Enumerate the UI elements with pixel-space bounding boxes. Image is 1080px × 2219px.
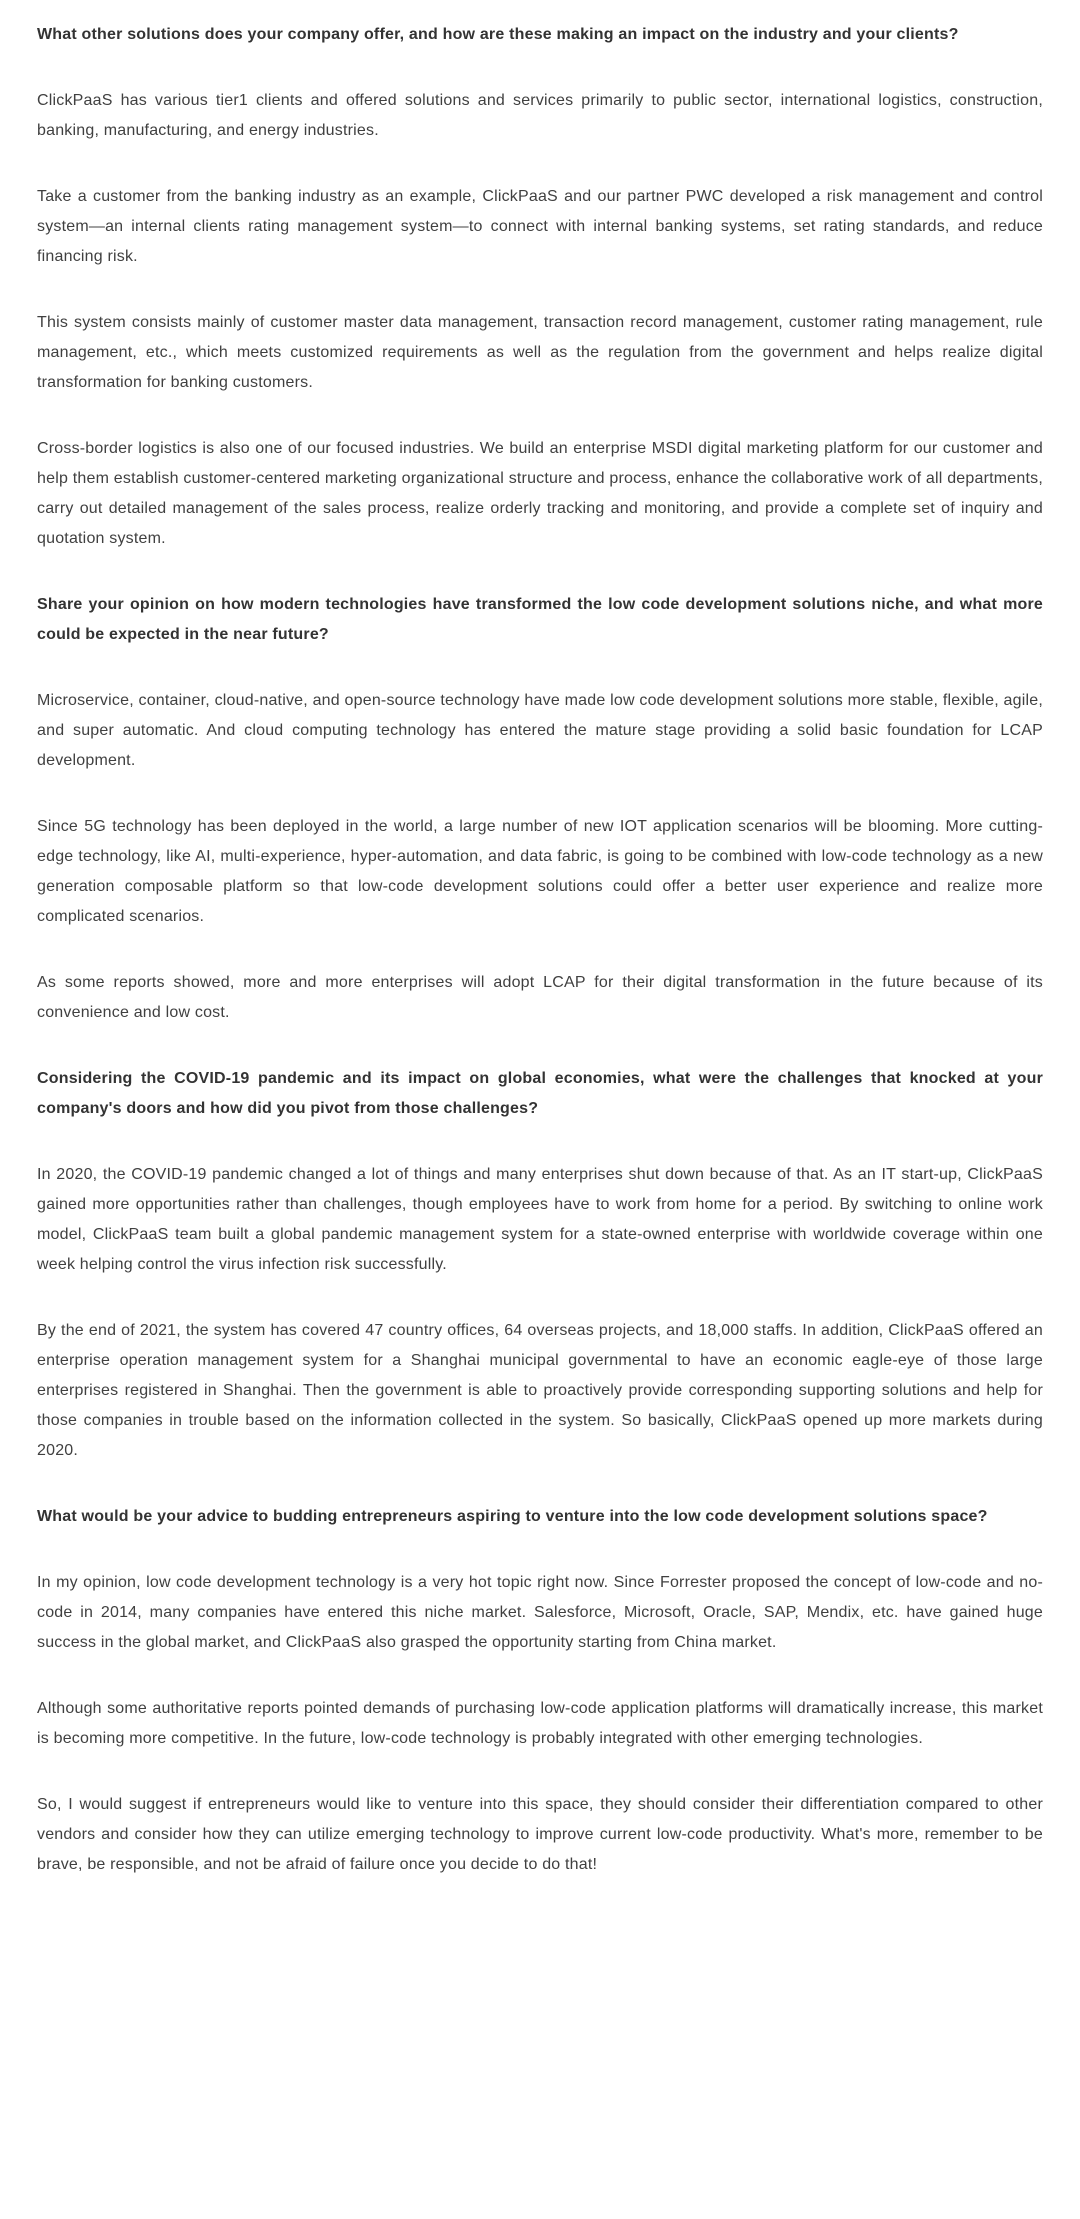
question-heading: What would be your advice to budding entrepreneurs aspiring to venture into the low code development solutions space? (37, 1508, 988, 1525)
answer-paragraph: Take a customer from the banking industry as an example, ClickPaaS and our partner PWC developed a risk management and control system—an internal clients rating management system—to connect with internal banking systems, set rating standards, and reduce financing risk. (37, 188, 1043, 265)
question-heading: Share your opinion on how modern technologies have transformed the low code development solutions niche, and what more could be expected in the near future? (37, 596, 1043, 643)
answer-paragraph: So, I would suggest if entrepreneurs would like to venture into this space, they should consider their differentiation compared to other vendors and consider how they can utilize emerging technology to improve current low-code productivity. What's more, remember to be brave, be responsible, and not be afraid of failure once you decide to do that! (37, 1796, 1043, 1873)
answer-paragraph: In my opinion, low code development technology is a very hot topic right now. Since Forrester proposed the concept of low-code and no-code in 2014, many companies have entered this niche market. Salesforce, Microsoft, Oracle, SAP, Mendix, etc. have gained huge success in the global market, and ClickPaaS also grasped the opportunity starting from China market. (37, 1574, 1043, 1651)
answer-paragraph: ClickPaaS has various tier1 clients and offered solutions and services primarily to public sector, international logistics, construction, banking, manufacturing, and energy industries. (37, 92, 1043, 139)
answer-paragraph: Cross-border logistics is also one of our focused industries. We build an enterprise MSDI digital marketing platform for our customer and help them establish customer-centered marketing organizational structure and process, enhance the collaborative work of all departments, carry out detailed management of the sales process, realize orderly tracking and monitoring, and provide a complete set of inquiry and quotation system. (37, 440, 1043, 547)
answer-paragraph: As some reports showed, more and more enterprises will adopt LCAP for their digital transformation in the future because of its convenience and low cost. (37, 974, 1043, 1021)
answer-paragraph: This system consists mainly of customer master data management, transaction record management, customer rating management, rule management, etc., which meets customized requirements as well as the regulation from the government and helps realize digital transformation for banking customers. (37, 314, 1043, 391)
answer-paragraph: In 2020, the COVID-19 pandemic changed a lot of things and many enterprises shut down because of that. As an IT start-up, ClickPaaS gained more opportunities rather than challenges, though employees have to work from home for a period. By switching to online work model, ClickPaaS team built a global pandemic management system for a state-owned enterprise with worldwide coverage within one week helping control the virus infection risk successfully. (37, 1166, 1043, 1273)
answer-paragraph: By the end of 2021, the system has covered 47 country offices, 64 overseas projects, and 18,000 staffs. In addition, ClickPaaS offered an enterprise operation management system for a Shanghai municipal governmental to have an economic eagle-eye of those large enterprises registered in Shanghai. Then the government is able to proactively provide corresponding supporting solutions and help for those companies in trouble based on the information collected in the system. So basically, ClickPaaS opened up more markets during 2020. (37, 1322, 1043, 1459)
answer-paragraph: Although some authoritative reports pointed demands of purchasing low-code application platforms will dramatically increase, this market is becoming more competitive. In the future, low-code technology is probably integrated with other emerging technologies. (37, 1700, 1043, 1747)
question-heading: What other solutions does your company offer, and how are these making an impact on the industry and your clients? (37, 26, 959, 43)
question-heading: Considering the COVID-19 pandemic and its impact on global economies, what were the challenges that knocked at your company's doors and how did you pivot from those challenges? (37, 1070, 1043, 1117)
answer-paragraph: Microservice, container, cloud-native, and open-source technology have made low code development solutions more stable, flexible, agile, and super automatic. And cloud computing technology has entered the mature stage providing a solid basic foundation for LCAP development. (37, 692, 1043, 769)
answer-paragraph: Since 5G technology has been deployed in the world, a large number of new IOT application scenarios will be blooming. More cutting-edge technology, like AI, multi-experience, hyper-automation, and data fabric, is going to be combined with low-code technology as a new generation composable platform so that low-code development solutions could offer a better user experience and realize more complicated scenarios. (37, 818, 1043, 925)
